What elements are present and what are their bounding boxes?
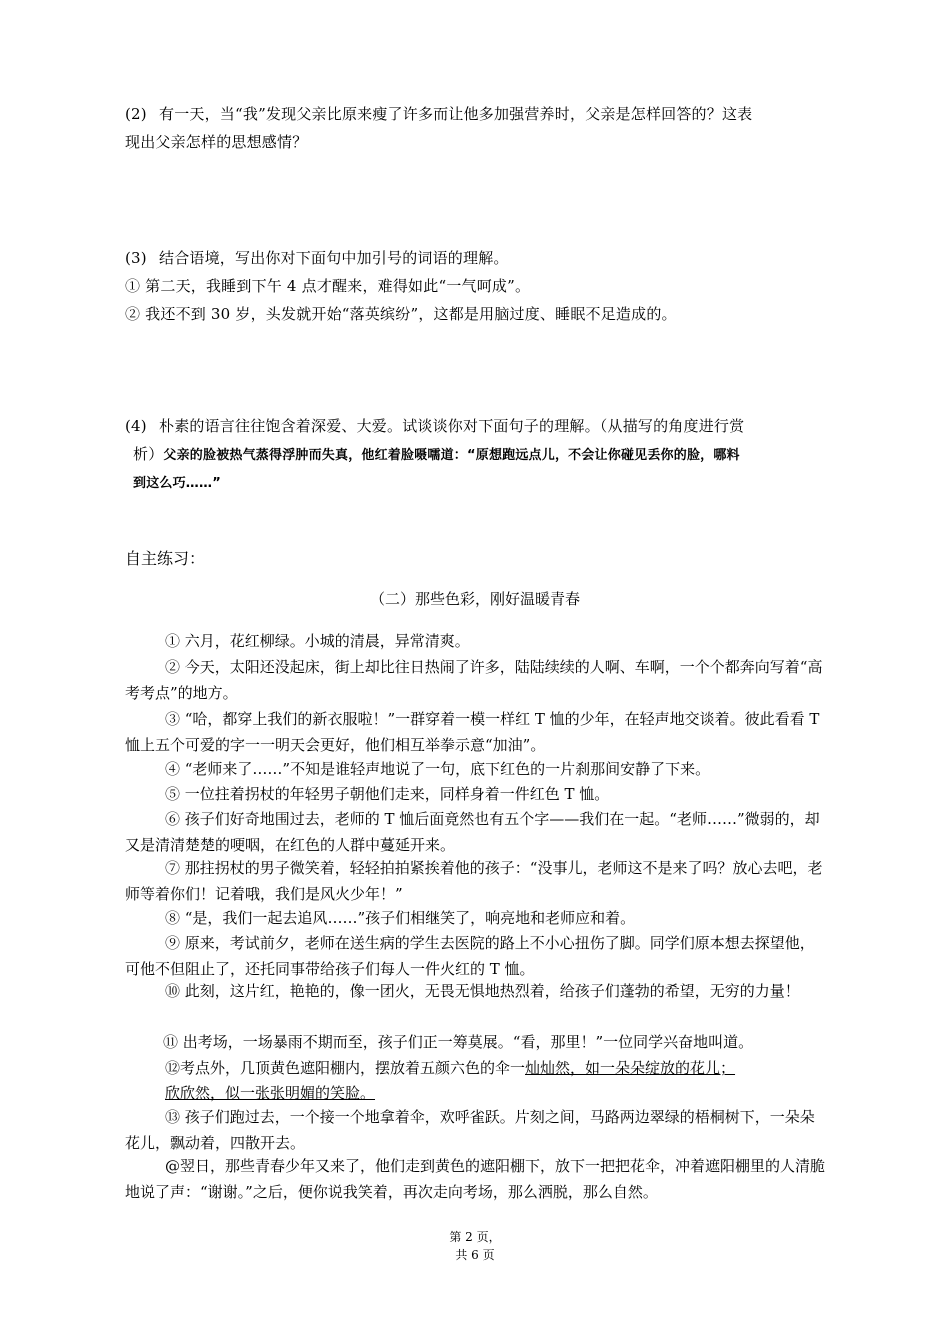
paragraph-14: @翌日，那些青春少年又来了，他们走到黄色的遮阳棚下，放下一把把花伞，冲着遮阳棚里的人清脆地说了声：“谢谢。”之后，便你说我笑着，再次走向考场，那么洒脱，那么自然。 xyxy=(125,1157,826,1201)
question-2-line-1: (2) 有一天，当“我”发现父亲比原来瘦了许多而让他多加强营养时，父亲是怎样回答的？这表 xyxy=(125,100,825,128)
question-4-line-3: 到这么巧……” xyxy=(133,476,221,491)
passage-title: （二）那些色彩，刚好温暖青春 xyxy=(369,590,580,608)
page-total: 共 6 页 xyxy=(455,1248,495,1262)
question-number: (4) xyxy=(125,417,147,435)
paragraph-5: ⑤ 一位拄着拐杖的年轻男子朝他们走来，同样身着一件红色 T 恤。 xyxy=(165,785,610,803)
paragraph-4: ④ “老师来了……”不知是谁轻声地说了一句，底下红色的一片刹那间安静了下来。 xyxy=(165,760,711,778)
question-4 xyxy=(125,412,825,498)
question-3-item-2: ② 我还不到 30 岁，头发就开始“落英缤纷”，这都是用脑过度、睡眠不足造成的。 xyxy=(125,305,677,323)
question-4-line-1: (4) 朴素的语言往往饱含着深爱、大爱。试谈谈你对下面句子的理解。（从描写的角度进行赏 xyxy=(125,412,825,440)
paragraph-11: ⑪ 出考场，一场暴雨不期而至，孩子们正一筹莫展。“看，那里！”一位同学兴奋地叫道。 xyxy=(163,1033,754,1051)
underlined-phrase: 欣欣然，似一张张明媚的笑脸。 xyxy=(165,1084,376,1102)
question-3-stem: (3) 结合语境，写出你对下面句中加引号的词语的理解。 xyxy=(125,244,825,272)
question-3-item-1: ① 第二天，我睡到下午 4 点才醒来，难得如此“一气呵成”。 xyxy=(125,277,531,295)
question-4-line-2: 析）父亲的脸被热气蒸得浮肿而失真，他红着脸嗫嚅道：“原想跑远点儿，不会让你碰见丢你的脸，哪料 xyxy=(133,445,740,463)
question-2-line-2: 现出父亲怎样的思想感情？ xyxy=(125,133,308,151)
paragraph-12: ⑫考点外，几顶黄色遮阳棚内，摆放着五颜六色的伞一灿灿然，如一朵朵绽放的花儿； xyxy=(165,1059,736,1077)
question-number: (2) xyxy=(125,105,147,123)
underlined-phrase: 灿灿然，如一朵朵绽放的花儿； xyxy=(525,1059,736,1077)
paragraph-8: ⑧ “是，我们一起去追风……”孩子们相继笑了，响亮地和老师应和着。 xyxy=(165,909,636,927)
paragraph-3: ③ “哈，都穿上我们的新衣服啦！”一群穿着一模一样红 T 恤的少年，在轻声地交谈着。彼此看看 T 恤上五个可爱的字一一明天会更好，他们相互举拳示意“加油”。 xyxy=(125,710,820,754)
paragraph-9: ⑨ 原来，考试前夕，老师在送生病的学生去医院的路上不小心扭伤了脚。同学们原本想去探望他，可他不但阻止了，还托同事带给孩子们每人一件火红的 T 恤。 xyxy=(125,934,815,978)
question-3 xyxy=(125,244,825,328)
paragraph-2: ② 今天，太阳还没起床，街上却比往日热闹了许多，陆陆续续的人啊、车啊，一个个都奔向写着“高考考点”的地方。 xyxy=(125,658,823,702)
paragraph-7: ⑦ 那拄拐杖的男子微笑着，轻轻拍拍紧挨着他的孩子：“没事儿，老师这不是来了吗？放心去吧，老师等着你们！记着哦，我们是风火少年！” xyxy=(125,859,823,903)
paragraph-12-continued xyxy=(125,1080,825,1106)
question-2 xyxy=(125,100,825,156)
paragraph-13: ⑬ 孩子们跑过去，一个接一个地拿着伞，欢呼雀跃。片刻之间，马路两边翠绿的梧桐树下，一朵朵花儿，飘动着，四散开去。 xyxy=(125,1108,815,1152)
question-number: (3) xyxy=(125,249,147,267)
quoted-sentence: 父亲的脸被热气蒸得浮肿而失真，他红着脸嗫嚅道：“原想跑远点儿，不会让你碰见丢你的脸，哪料 xyxy=(163,448,740,463)
paragraph-6: ⑥ 孩子们好奇地围过去，老师的 T 恤后面竟然也有五个字——我们在一起。“老师……”微弱的，却又是清清楚楚的哽咽，在红色的人群中蔓延开来。 xyxy=(125,810,820,854)
paragraph-1: ① 六月，花红柳绿。小城的清晨，异常清爽。 xyxy=(165,632,470,650)
section-heading: 自主练习： xyxy=(125,549,206,568)
paragraph-10: ⑩ 此刻，这片红，艳艳的，像一团火，无畏无惧地热烈着，给孩子们蓬勃的希望，无穷的力量！ xyxy=(165,982,800,1000)
page-number: 第 2 页， xyxy=(449,1230,501,1244)
